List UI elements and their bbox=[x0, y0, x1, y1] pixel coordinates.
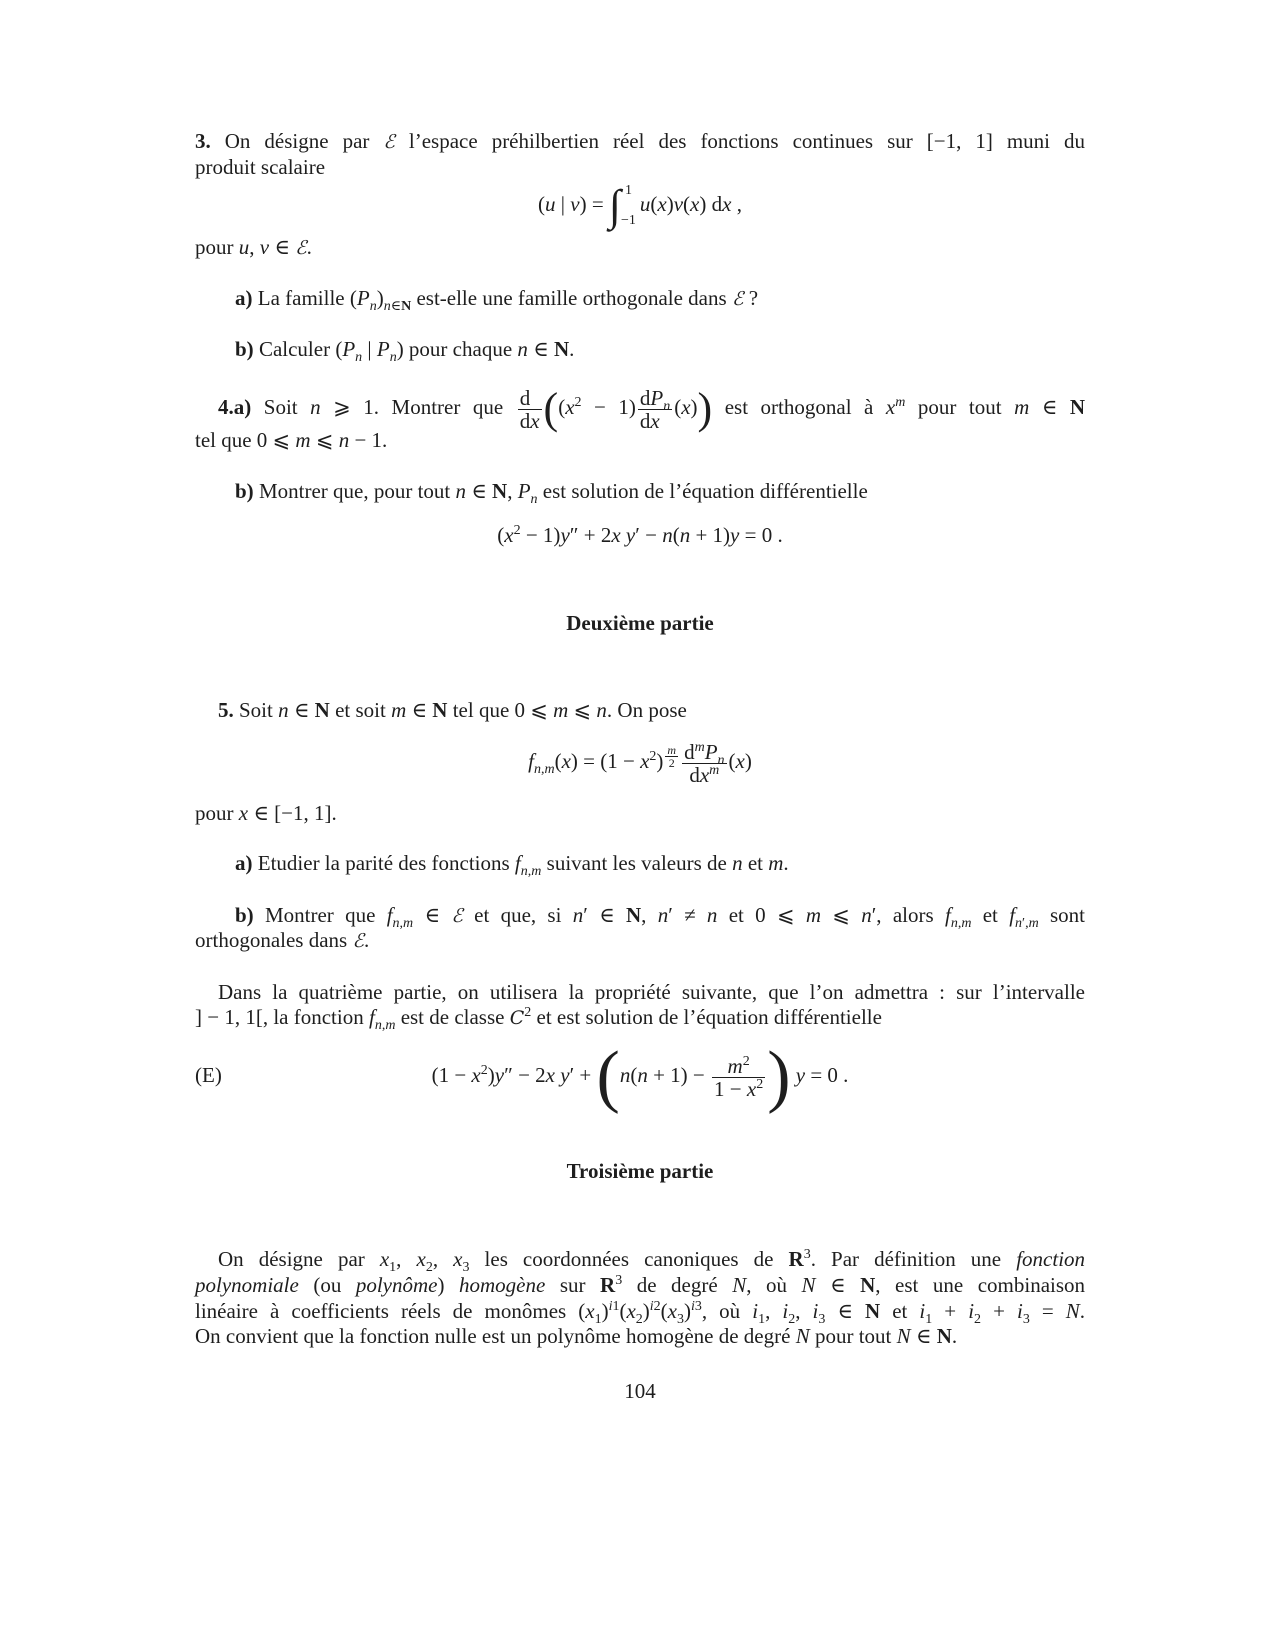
q3-part-a: a) La famille $(P_n)_{n\in N}$ est-elle une famille orthogonale dans ℰ ? bbox=[235, 286, 759, 315]
q3-line-1: 3. On désigne par ℰ l’espace préhilbertien réel des fonctions continues sur [−1, 1] muni du bbox=[195, 129, 1085, 153]
q5-after-equation: pour x ∈ [−1, 1]. bbox=[195, 801, 337, 825]
equation-e: $(1 - x^2)y'' - 2x$ y′ + (n(n + 1) − $\frac{m^2}{1 - x^2}$ ) y = 0 . bbox=[431, 1038, 849, 1116]
part-3-heading: Troisième partie bbox=[566, 1159, 714, 1183]
admit-line-1: Dans la quatrième partie, on utilisera la propriété suivante, que l’on admettra : sur l’intervalle bbox=[218, 980, 1085, 1004]
q5-part-b-line-1: b) Montrer que $f_{n,m}$ ∈ ℰ et que, si n′ ∈ N, n′ ≠ n et 0 ⩽ m ⩽ n′, alors $f_{n,m}$ et $f_{n',m}$ sont bbox=[235, 903, 1086, 932]
q5-part-a: a) Etudier la parité des fonctions $f_{n,m}$ suivant les valeurs de n et m. bbox=[235, 851, 789, 880]
part3-line-1: On désigne par $x_1$, $x_2$, $x_3$ les coordonnées canoniques de $R^3$. Par définition une fonction bbox=[218, 1247, 1086, 1276]
integral-sign: ∫ bbox=[608, 181, 621, 231]
q3-line-2: produit scalaire bbox=[195, 155, 326, 179]
dpn-dx-fraction: $\frac{dP_n}{dx}$ bbox=[639, 385, 671, 433]
q5-definition-equation: $f_{n,m}(x) = (1 - x^2)$ $^{\frac{m}{2}}$ $\frac{d^mP_n}{dx^m}$ (x) bbox=[528, 739, 752, 787]
q4-part-b: b) Montrer que, pour tout n ∈ N, $P_n$ est solution de l’équation différentielle bbox=[235, 479, 868, 508]
q3-part-b: b) Calculer ($P_n$ | $P_n$) pour chaque n ∈ N. bbox=[235, 337, 575, 366]
part3-line-4: On convient que la fonction nulle est un polynôme homogène de degré N pour tout N ∈ N. bbox=[195, 1324, 958, 1348]
q4-line-2: tel que 0 ⩽ m ⩽ n − 1. bbox=[195, 428, 388, 452]
q4-line-1: 4.a) Soit n ⩾ 1. Montrer que $\frac{d}{dx}$ ($(x^2 - 1)$ $\frac{dP_n}{dx}$ (x)) est orthogonal à $x^m$ pour tout m ∈ N bbox=[218, 384, 1085, 434]
part-2-heading: Deuxième partie bbox=[566, 611, 714, 635]
integral-limits: 1 −1 bbox=[620, 183, 636, 229]
m2-over-fraction: $\frac{m^2}{1 - x^2}$ bbox=[714, 1053, 764, 1101]
m-over-2-exponent: m 2 bbox=[667, 743, 677, 771]
part3-line-2: polynomiale (ou polynôme) homogène sur $R^3$ de degré N, où N ∈ N, est une combinaison bbox=[195, 1273, 1086, 1297]
q4-differential-equation: $(x^2 - 1)y'' + 2x$ y′ − n(n + 1)y = 0 . bbox=[497, 523, 783, 547]
q3-scalar-product-equation: (u | v) = ∫ 1 −1 u(x)v(x) dx , bbox=[538, 181, 742, 231]
q5-line-1: 5. Soit n ∈ N et soit m ∈ N tel que 0 ⩽ m ⩽ n. On pose bbox=[218, 698, 687, 722]
q3-after-equation: pour u, v ∈ ℰ. bbox=[195, 235, 312, 259]
page-number: 104 bbox=[624, 1379, 656, 1403]
dm-pn-fraction: $\frac{d^mP_n}{dx^m}$ bbox=[684, 739, 725, 787]
equation-e-label: (E) bbox=[195, 1063, 222, 1087]
d-dx-fraction: $\frac{d}{dx}$ bbox=[519, 385, 540, 433]
part3-line-3: linéaire à coefficients réels de monômes $(x_1)^{i1}(x_2)^{i2}(x_3)^{i3}$, où $i_1$, $i_2$, $i_3$ ∈ N et $i_1 + i_2 + i_3 = N$. bbox=[195, 1299, 1086, 1328]
q5-part-b-line-2: orthogonales dans ℰ. bbox=[195, 928, 370, 952]
admit-line-2: ] − 1, 1[, la fonction $f_{n,m}$ est de classe $C^2$ et est solution de l’équation différentielle bbox=[195, 1005, 882, 1034]
